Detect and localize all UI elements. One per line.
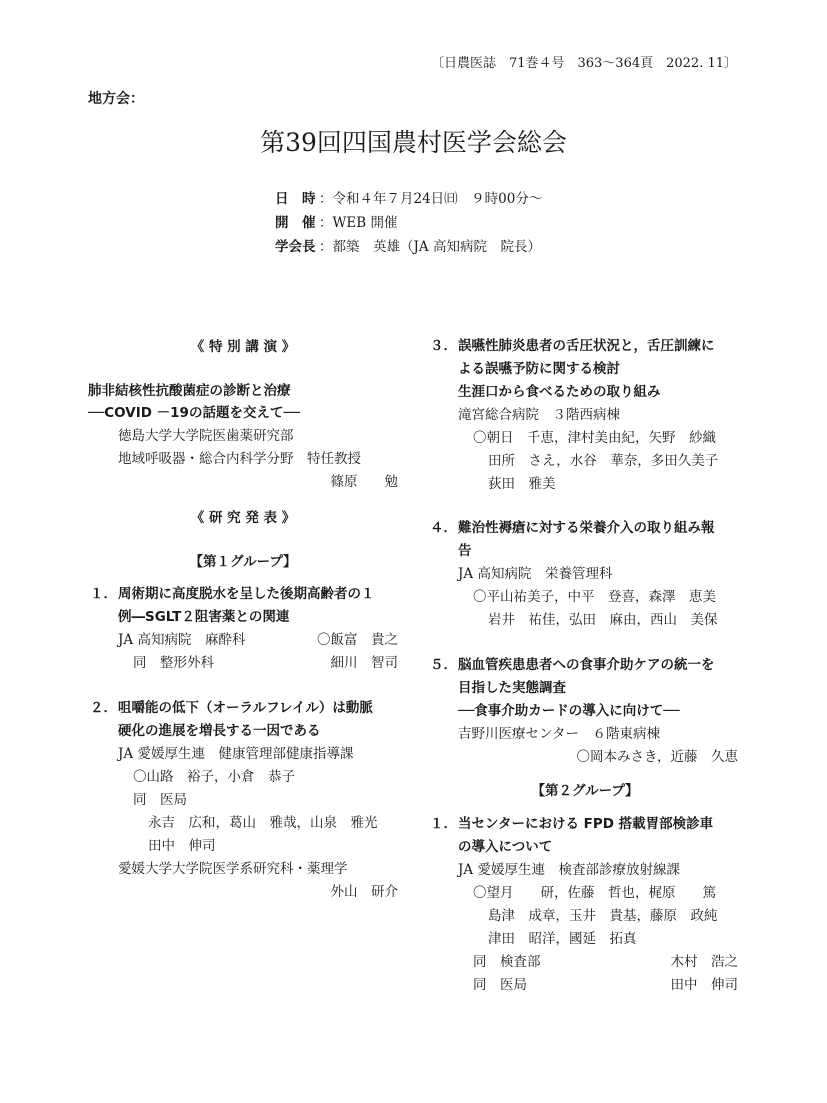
lecture-subtitle: ──COVID －19の話題を交えて── xyxy=(88,405,300,421)
presentation-3-author-3: 荻田 雅美 xyxy=(488,476,556,492)
meta-president-label: 学会長 xyxy=(275,239,316,255)
lecture-affiliation-2: 地域呼吸器・総合内科学分野 特任教授 xyxy=(118,451,361,467)
journal-reference: 〔日農医誌 71巻４号 363～364頁 2022. 11〕 xyxy=(430,56,737,71)
presentation-1-affiliation-1: JA 高知病院 麻酔科 xyxy=(118,632,246,648)
presentation-2-affiliation-1: JA 愛媛厚生連 健康管理部健康指導課 xyxy=(118,746,354,762)
presentation-2-affiliation-2: 同 医局 xyxy=(133,792,187,808)
presentation-5-author-1: 〇岡本みさき，近藤 久恵 xyxy=(576,749,738,765)
meta-venue-label: 開 催 xyxy=(275,215,316,231)
group1-heading: 【第１グループ】 xyxy=(189,554,297,570)
presentation-2-title-line2: 硬化の進展を増長する一因である xyxy=(118,723,321,739)
presentation-5-affiliation: 吉野川医療センター ６階東病棟 xyxy=(458,726,660,742)
presentation-2-author-2: 永吉 広和，葛山 雅哉，山泉 雅光 xyxy=(148,815,378,831)
presentation-3-affiliation: 滝宮総合病院 ３階西病棟 xyxy=(458,407,620,423)
lecture-title: 肺非結核性抗酸菌症の診断と治療 xyxy=(88,383,291,399)
presentation-4-affiliation: JA 高知病院 栄養管理科 xyxy=(458,566,613,582)
presentation-5-title-line3: ──食事介助カードの導入に向けて── xyxy=(458,703,680,719)
presentation-1-number: １． xyxy=(90,586,117,602)
presentation-6-affiliation-2: 同 検査部 xyxy=(473,954,541,970)
presentation-6-title-line2: の導入について xyxy=(458,839,553,855)
presentation-4-number: ４． xyxy=(430,520,457,536)
research-heading: 《 研 究 発 表 》 xyxy=(190,510,296,526)
presentation-4-title-line1: 難治性褥瘡に対する栄養介入の取り組み報 xyxy=(458,520,715,536)
presentation-6-author-2: 島津 成章，玉井 貴基，藤原 政純 xyxy=(488,908,718,924)
presentation-6-author-5: 田中 伸司 xyxy=(670,977,738,993)
meta-date-value: ：令和４年７月24日㈰ ９時00分～ xyxy=(319,191,543,207)
presentation-2-title-line1: 咀嚼能の低下（オーラルフレイル）は動脈 xyxy=(118,700,373,716)
presentation-1-affiliation-2: 同 整形外科 xyxy=(133,655,214,671)
presentation-3-author-1: 〇朝日 千恵，津村美由紀，矢野 紗織 xyxy=(473,430,716,446)
presentation-3-author-2: 田所 さえ，水谷 華奈，多田久美子 xyxy=(488,453,719,469)
presentation-5-number: ５． xyxy=(430,657,457,673)
presentation-6-author-4: 木村 浩之 xyxy=(670,954,738,970)
meta-venue-value: ：WEB 開催 xyxy=(319,215,398,231)
lecture-affiliation-1: 徳島大学大学院医歯薬研究部 xyxy=(118,428,294,444)
group2-heading: 【第２グループ】 xyxy=(531,783,639,799)
presentation-3-title-line2: よる誤嚥予防に関する検討 xyxy=(458,361,620,377)
presentation-2-affiliation-3: 愛媛大学大学院医学系研究科・薬理学 xyxy=(118,861,348,877)
page-title: 第39回四国農村医学会総会 xyxy=(260,128,567,157)
presentation-2-author-4: 外山 研介 xyxy=(330,884,398,900)
presentation-3-title-line3: 生涯口から食べるための取り組み xyxy=(458,384,661,400)
special-lecture-heading: 《 特 別 講 演 》 xyxy=(190,339,296,355)
presentation-6-title-line1: 当センターにおける FPD 搭載胃部検診車 xyxy=(458,816,714,832)
presentation-2-author-1: 〇山路 裕子，小倉 恭子 xyxy=(133,769,295,785)
presentation-1-author-1: 〇飯富 貴之 xyxy=(317,632,398,648)
presentation-5-title-line1: 脳血管疾患患者への食事介助ケアの統一を xyxy=(458,657,715,673)
presentation-4-title-line2: 告 xyxy=(458,543,472,559)
presentation-5-title-line2: 目指した実態調査 xyxy=(458,680,566,696)
presentation-3-title-line1: 誤嚥性肺炎患者の舌圧状況と，舌圧訓練に xyxy=(458,338,715,354)
presentation-3-number: ３． xyxy=(430,338,457,354)
region-label: 地方会： xyxy=(88,91,144,107)
presentation-1-title-line1: 周術期に高度脱水を呈した後期高齢者の１ xyxy=(118,586,375,602)
presentation-4-author-1: 〇平山祐美子，中平 登喜，森澤 恵美 xyxy=(473,589,716,605)
lecture-speaker: 篠原 勉 xyxy=(330,474,398,490)
presentation-6-author-1: 〇望月 研，佐藤 哲也，梶原 篤 xyxy=(473,885,716,901)
presentation-6-number: １． xyxy=(430,816,457,832)
meta-date-label: 日 時 xyxy=(275,191,316,207)
meta-president-value: ：都築 英雄（JA 高知病院 院長） xyxy=(319,239,541,255)
presentation-6-affiliation-3: 同 医局 xyxy=(473,977,527,993)
presentation-1-title-line2: 例―SGLT２阻害薬との関連 xyxy=(118,609,290,625)
presentation-6-affiliation: JA 愛媛厚生連 検査部診療放射線課 xyxy=(458,862,680,878)
presentation-1-author-2: 細川 智司 xyxy=(330,655,398,671)
presentation-2-number: ２． xyxy=(90,700,117,716)
presentation-4-author-2: 岩井 祐佳，弘田 麻由，西山 美保 xyxy=(488,612,718,628)
presentation-6-author-3: 津田 昭洋，國延 拓真 xyxy=(488,931,637,947)
presentation-2-author-3: 田中 伸司 xyxy=(148,838,216,854)
